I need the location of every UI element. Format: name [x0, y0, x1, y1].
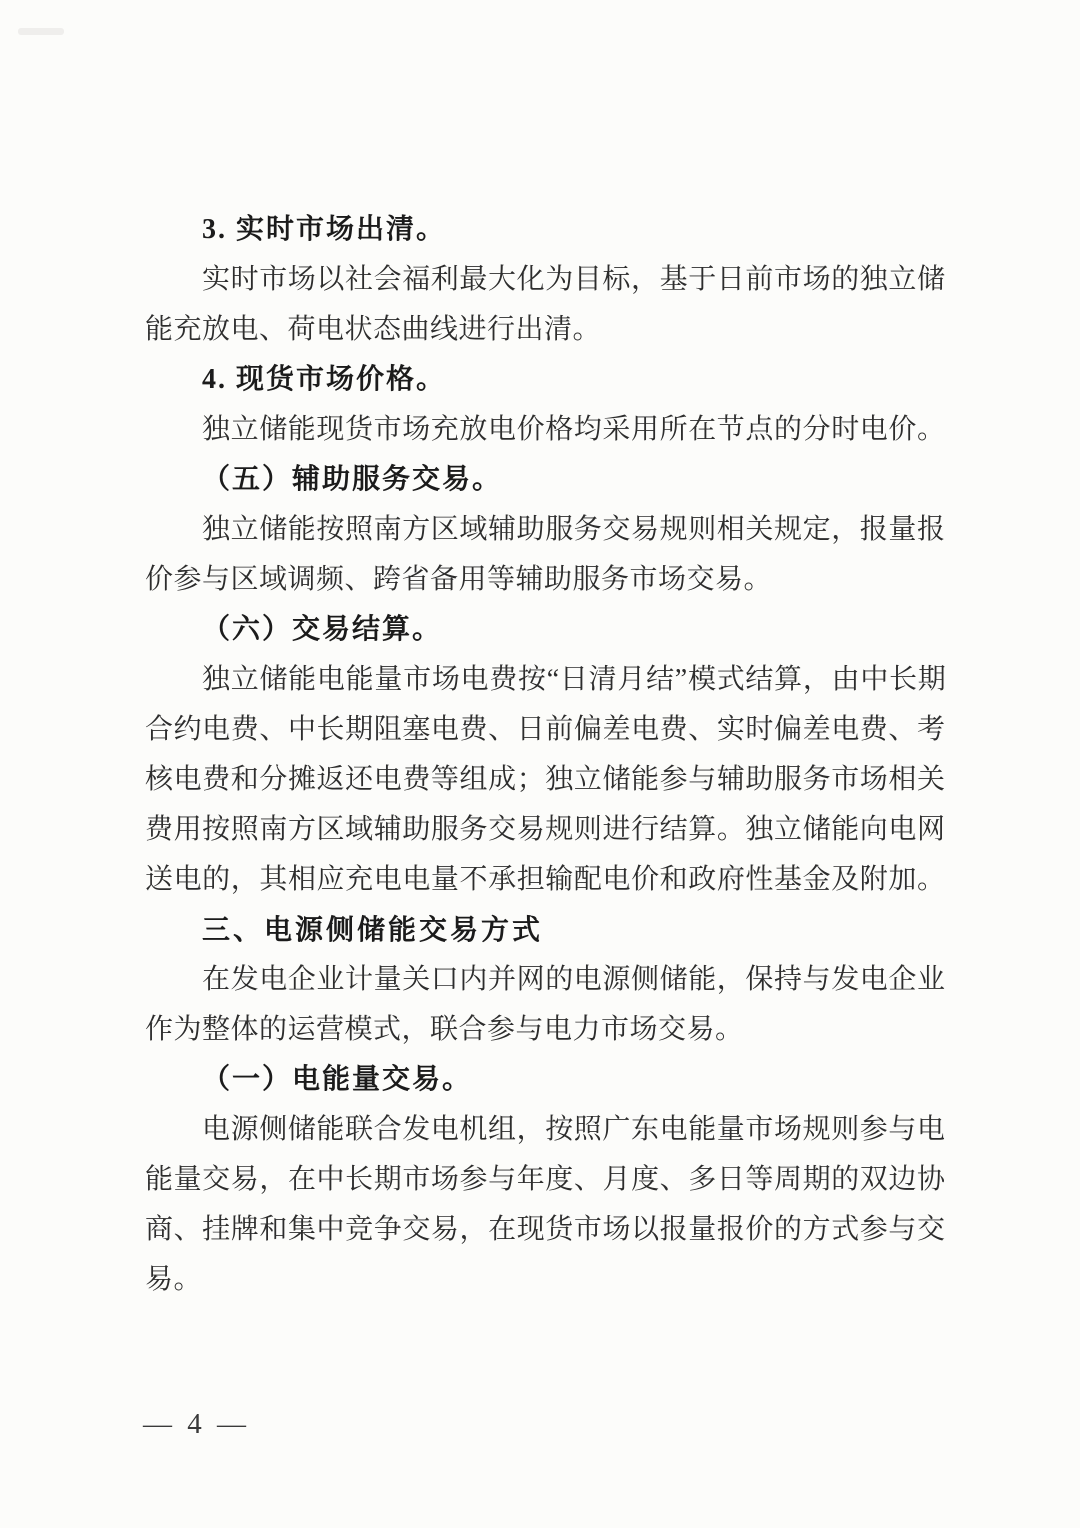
- body-text-line: 独立储能按照南方区域辅助服务交易规则相关规定，报量报: [202, 514, 945, 545]
- document-body: [145, 205, 945, 1305]
- body-text-line: 独立储能电能量市场电费按“日清月结”模式结算，由中长期: [202, 664, 945, 695]
- heading-6-trade-settlement: （六）交易结算。: [202, 614, 443, 645]
- body-text-line: 实时市场以社会福利最大化为目标，基于日前市场的独立储: [202, 264, 945, 295]
- heading-5-ancillary-services-trading: （五）辅助服务交易。: [202, 464, 503, 495]
- heading-4-spot-market-price: 4. 现货市场价格。: [202, 364, 447, 395]
- body-text-line: 易。: [145, 1264, 203, 1295]
- body-text-line: 在发电企业计量关口内并网的电源侧储能，保持与发电企业: [202, 964, 945, 995]
- body-text-line: 费用按照南方区域辅助服务交易规则进行结算。独立储能向电网: [145, 814, 945, 845]
- body-text-line: 核电费和分摊返还电费等组成；独立储能参与辅助服务市场相关: [145, 764, 945, 795]
- body-text-line: 能充放电、荷电状态曲线进行出清。: [145, 314, 602, 345]
- body-text-line: 独立储能现货市场充放电价格均采用所在节点的分时电价。: [202, 414, 945, 445]
- body-text-line: 作为整体的运营模式，联合参与电力市场交易。: [145, 1014, 744, 1045]
- body-text-line: 价参与区域调频、跨省备用等辅助服务市场交易。: [145, 564, 773, 595]
- heading-section-3-power-side-storage: 三、电源侧储能交易方式: [202, 914, 544, 945]
- body-text-line: 电源侧储能联合发电机组，按照广东电能量市场规则参与电: [202, 1114, 945, 1145]
- heading-1-energy-trading: （一）电能量交易。: [202, 1064, 473, 1095]
- body-text-line: 能量交易，在中长期市场参与年度、月度、多日等周期的双边协: [145, 1164, 945, 1195]
- body-text-line: 送电的，其相应充电电量不承担输配电价和政府性基金及附加。: [145, 864, 945, 895]
- page-number: — 4 —: [143, 1408, 250, 1440]
- scan-artifact: [18, 28, 64, 35]
- body-text-line: 合约电费、中长期阻塞电费、日前偏差电费、实时偏差电费、考: [145, 714, 945, 745]
- heading-3-realtime-market-clearing: 3. 实时市场出清。: [202, 214, 447, 245]
- body-text-line: 商、挂牌和集中竞争交易，在现货市场以报量报价的方式参与交: [145, 1214, 945, 1245]
